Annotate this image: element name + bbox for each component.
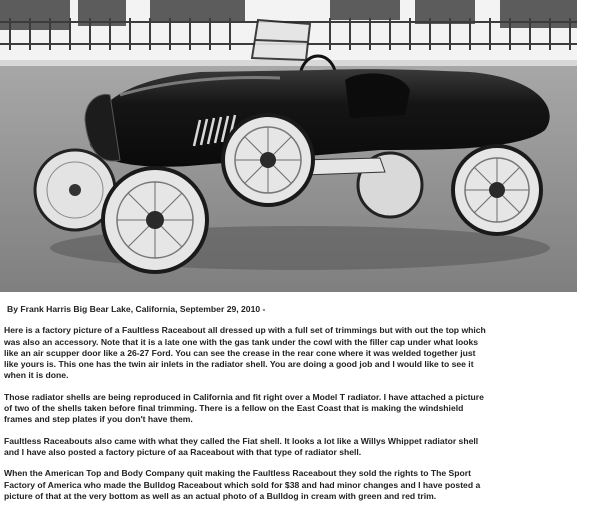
text-line: when it is done.	[4, 370, 69, 381]
text-line: of two of the shells taken before final trimming. There is a fellow on the East Coast that is making the windshield	[4, 403, 464, 414]
text-line: like an air scupper door like a 26-27 Ford. You can see the crease in the rear cone where it was welded together just	[4, 347, 476, 358]
windshield	[252, 20, 310, 60]
article-byline: By Frank Harris Big Bear Lake, California, September 29, 2010 -	[7, 304, 266, 314]
article-paragraph-3	[4, 436, 594, 459]
text-line: frames and step plates if you don't have them.	[4, 414, 193, 425]
article-paragraph-4	[4, 468, 594, 502]
text-line: and I have also posted a factory picture of aa Raceabout with that type of radiator shell.	[4, 446, 362, 457]
front-wheel-near	[103, 168, 207, 272]
text-line: Here is a factory picture of a Faultless Raceabout all dressed up with a full set of trimmings but with out the top which	[4, 325, 486, 336]
article	[4, 294, 594, 512]
text-line: picture of that at the very bottom as well as an actual photo of a Bulldog in cream with green and red trim.	[4, 490, 437, 501]
text-line: Faultless Raceabouts also came with what they called the Fiat shell. It looks a lot like a Willys Whippet radiator shell	[4, 435, 479, 446]
rear-wheel-near	[223, 115, 313, 205]
text-line: Those radiator shells are being reproduced in California and fit right over a Model T radiator. I have attached a picture	[4, 391, 484, 402]
text-line: When the American Top and Body Company quit making the Faultless Raceabout they sold the rights to The Sport	[4, 468, 471, 479]
text-line: Factory of America who made the Bulldog Raceabout which sold for $38 and had minor changes and I have posted a	[4, 479, 481, 490]
article-paragraph-2	[4, 392, 594, 426]
rear-wheel-right	[453, 146, 541, 234]
article-paragraph-1	[4, 325, 594, 381]
text-line: was also an accessory. Note that it is a late one with the gas tank under the cowl with the filler cap under what looks	[4, 336, 479, 347]
text-line: like yours is. This one has the twin air inlets in the radiator shell. You are doing a good job and I would like to see it	[4, 359, 474, 370]
